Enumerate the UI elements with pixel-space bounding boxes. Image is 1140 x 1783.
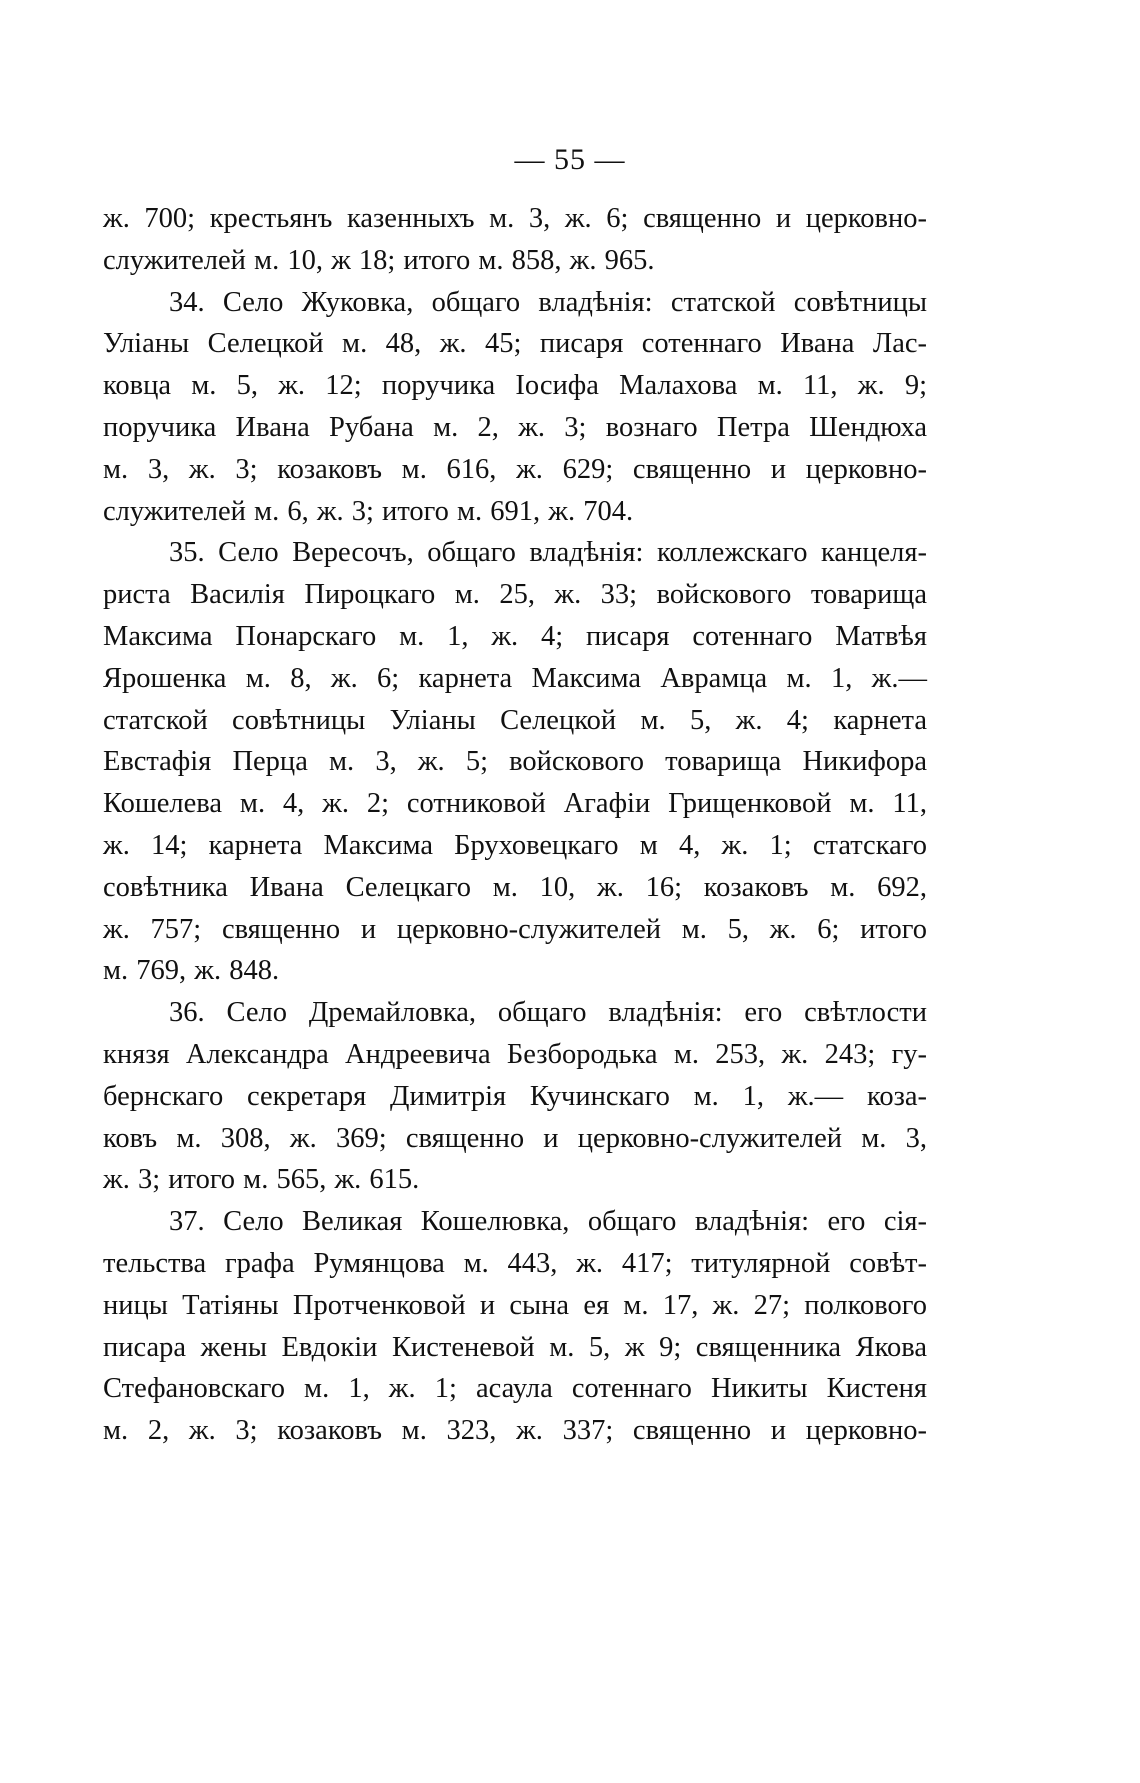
text-line: 35. Село Вересочъ, общаго владѣнія: коллежскаго канцеля-	[169, 537, 927, 569]
text-line: Стефановскаго м. 1, ж. 1; асаула сотеннаго Никиты Кистеня	[103, 1373, 927, 1405]
text-line: тельства графа Румянцова м. 443, ж. 417; титулярной совѣт-	[103, 1247, 927, 1279]
text-line: бернскаго секретаря Димитрія Кучинскаго м. 1, ж.— коза-	[103, 1080, 927, 1112]
text-line: ницы Татіяны Протченковой и сына ея м. 17, ж. 27; полкового	[103, 1289, 927, 1321]
text-line: Евстафія Перца м. 3, ж. 5; войскового товарища Никифора	[103, 746, 927, 778]
text-line: ж. 757; священно и церковно-служителей м. 5, ж. 6; итого	[103, 913, 927, 945]
text-line: 34. Село Жуковка, общаго владѣнія: статской совѣтницы	[169, 286, 927, 318]
text-line: ковца м. 5, ж. 12; поручика Іосифа Малахова м. 11, ж. 9;	[103, 370, 927, 402]
text-line: 36. Село Дремайловка, общаго владѣнія: его свѣтлости	[169, 997, 927, 1029]
text-line: ж. 14; карнета Максима Бруховецкаго м 4, ж. 1; статскаго	[103, 829, 927, 861]
text-line: служителей м. 10, ж 18; итого м. 858, ж. 965.	[103, 244, 655, 276]
text-line: князя Александра Андреевича Безбородька м. 253, ж. 243; гу-	[103, 1038, 927, 1070]
text-line: служителей м. 6, ж. 3; итого м. 691, ж. 704.	[103, 495, 634, 527]
text-body	[103, 198, 927, 1452]
text-line: м. 3, ж. 3; козаковъ м. 616, ж. 629; священно и церковно-	[103, 453, 927, 485]
page-number: — 55 —	[514, 143, 626, 176]
text-line: м. 2, ж. 3; козаковъ м. 323, ж. 337; священно и церковно-	[103, 1415, 927, 1447]
paragraph-37	[103, 1201, 927, 1452]
text-line: совѣтника Ивана Селецкаго м. 10, ж. 16; козаковъ м. 692,	[103, 871, 927, 903]
paragraph-36	[103, 992, 927, 1201]
text-line: статской совѣтницы Уліаны Селецкой м. 5, ж. 4; карнета	[103, 704, 927, 736]
text-line: ж. 3; итого м. 565, ж. 615.	[103, 1164, 420, 1196]
text-line: Кошелева м. 4, ж. 2; сотниковой Агафіи Грищенковой м. 11,	[103, 788, 927, 820]
text-line: Ярошенка м. 8, ж. 6; карнета Максима Аврамца м. 1, ж.—	[103, 662, 927, 694]
text-line: ковъ м. 308, ж. 369; священно и церковно-служителей м. 3,	[103, 1122, 927, 1154]
text-line: ж. 700; крестьянъ казенныхъ м. 3, ж. 6; священно и церковно-	[103, 203, 927, 234]
paragraph-35	[103, 532, 927, 992]
paragraph-continuation	[103, 198, 927, 282]
text-line: риста Василія Пироцкаго м. 25, ж. 33; войскового товарища	[103, 579, 927, 611]
text-line: Уліаны Селецкой м. 48, ж. 45; писаря сотеннаго Ивана Лас-	[103, 328, 927, 360]
text-line: 37. Село Великая Кошелювка, общаго владѣнія: его сія-	[169, 1206, 927, 1238]
text-line: писара жены Евдокіи Кистеневой м. 5, ж 9; священника Якова	[103, 1331, 927, 1363]
text-line: Максима Понарскаго м. 1, ж. 4; писаря сотеннаго Матвѣя	[103, 620, 927, 652]
paragraph-34	[103, 282, 927, 533]
text-line: м. 769, ж. 848.	[103, 955, 280, 987]
text-line: поручика Ивана Рубана м. 2, ж. 3; вознаго Петра Шендюха	[103, 411, 927, 443]
